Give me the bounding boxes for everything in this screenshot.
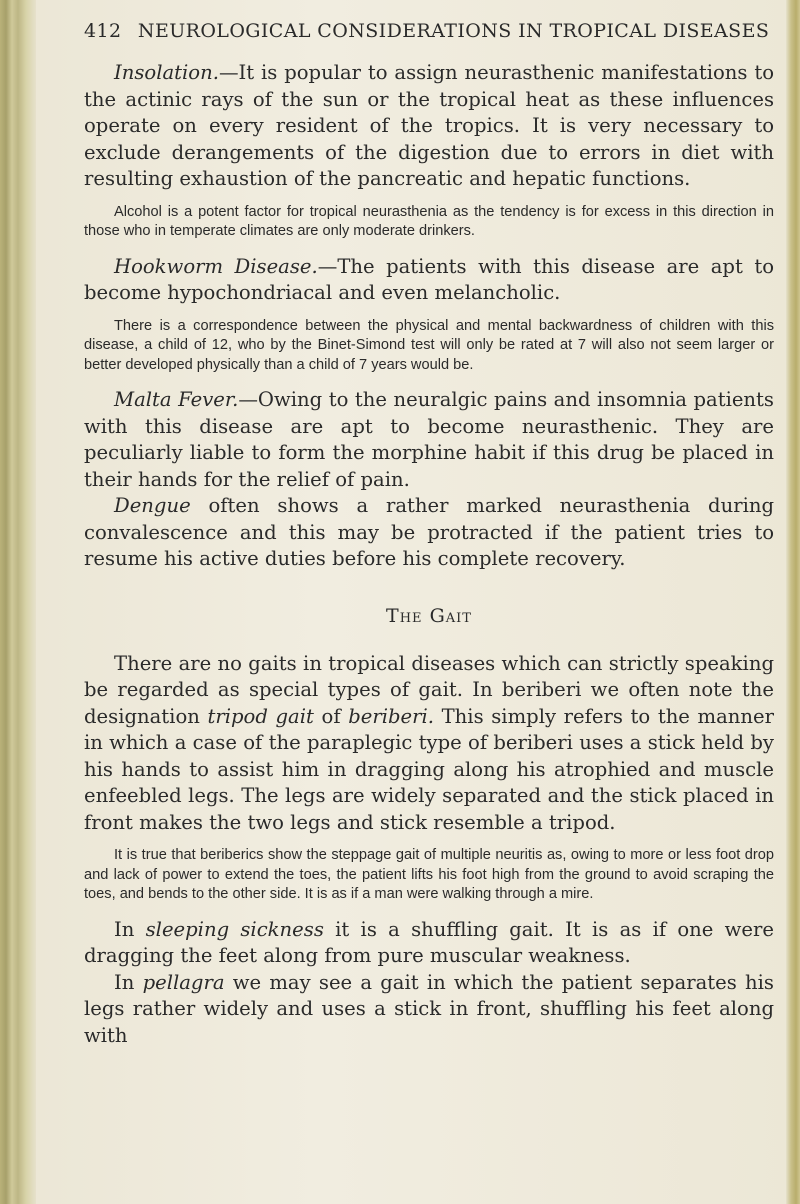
sleeping-prefix: In [114,917,146,941]
term-tripod-gait: tripod gait [207,704,314,728]
insolation-text: —It is popular to assign neurasthenic manifestations to the actinic rays of the sun or the tropical heat as these influences operate on every resident of the tropics. It is very necessary to exclude derangements of the digestion due to errors in diet with resulting exhaustion of the pancreatic and hepatic functions. [84,61,774,190]
term-hookworm: Hookworm Disease. [114,254,318,278]
paragraph-malta-fever [84,387,774,493]
gait-text-1: There are no gaits in tropical diseases which can strictly speaking be regarded as special types of gait. In beriberi we often note the designation [84,651,774,728]
book-binding-left [0,0,36,1204]
sleeping-text: it is a shuffling gait. It is as if one were dragging the feet along from pure muscular weakness. [84,917,774,967]
pellagra-prefix: In [114,970,143,994]
hookworm-text: —The patients with this disease are apt to become hypochondriacal and even melancholic. [84,254,774,304]
dengue-text: often shows a rather marked neurasthenia during convalescence and this may be protracted if the patient tries to resume his active duties before his complete recovery. [84,494,774,570]
paragraph-pellagra [84,970,774,1050]
paragraph-gait [84,651,774,837]
malta-fever-text: —Owing to the neuralgic pains and insomnia patients with this disease are apt to become neurasthenic. They are peculiarly liable to form the morphine habit if this drug be placed in their hands for the relief of pain. [84,388,774,491]
section-heading-gait: The Gait [386,604,472,627]
paragraph-sleeping-sickness [84,917,774,970]
paragraph-insolation [84,60,774,193]
note-alcohol: Alcohol is a potent factor for tropical neurasthenia as the tendency is for excess in this direction in those who in temperate climates are only moderate drinkers. [84,203,774,239]
pellagra-text: we may see a gait in which the patient separates his legs rather widely and uses a stick in front, shuffling his feet along with [84,970,774,1047]
paragraph-hookworm [84,254,774,307]
term-insolation: Insolation. [114,61,219,84]
term-pellagra: pellagra [142,970,225,994]
gait-text-2: of [313,704,349,728]
gait-text-3: This simply refers to the manner in which a case of the paraplegic type of beriberi uses a stick held by his hands to assist him in dragging along his atrophied and muscle enfeebled legs. The legs are widely separated and the stick placed in front makes the two legs and stick resemble a tripod. [84,704,774,834]
term-beriberi: beriberi. [348,704,434,728]
term-malta-fever: Malta Fever. [114,388,239,411]
paragraph-dengue [84,493,774,573]
page-number: 412 [84,20,122,42]
term-dengue: Dengue [114,494,191,517]
term-sleeping-sickness: sleeping sickness [145,917,324,941]
note-beriberi: It is true that beriberics show the steppage gait of multiple neuritis as, owing to more or less foot drop and lack of power to extend the toes, the patient lifts his foot high from the ground to avoid scraping the toes, and bends to the other side. It is as if a man were walking through a mire. [84,847,774,902]
page-content [84,20,774,1049]
note-hookworm: There is a correspondence between the physical and mental backwardness of children with this disease, a child of 12, who by the Binet-Simond test will only be rated at 7 will also not seem larger or better developed physically than a child of 7 years would be. [84,317,774,373]
running-title: NEUROLOGICAL CONSIDERATIONS IN TROPICAL DISEASES [137,20,770,42]
running-header [84,20,774,42]
book-edge-right [786,0,800,1204]
